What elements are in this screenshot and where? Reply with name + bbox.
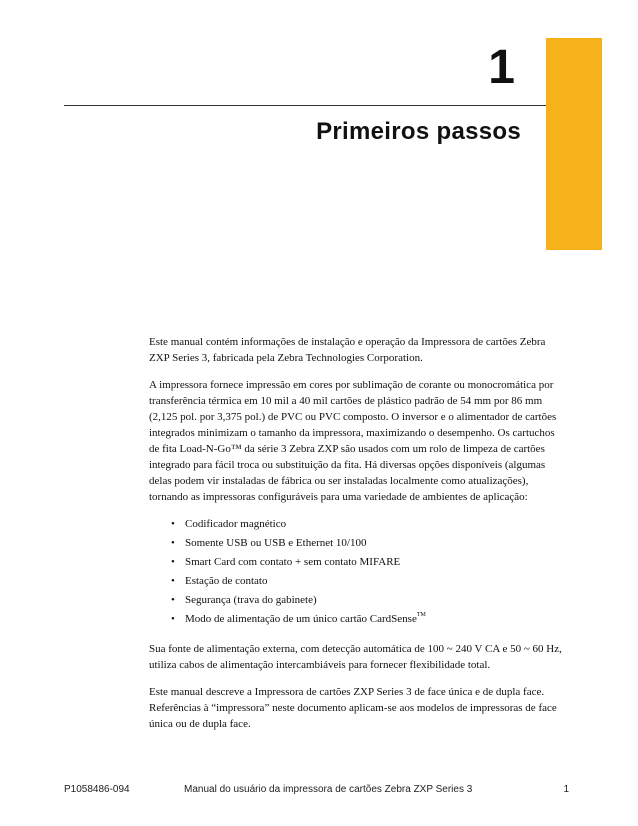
- list-item: [171, 611, 567, 627]
- list-item: [171, 554, 567, 570]
- footer-doc-number: P1058486-094: [64, 784, 130, 795]
- footer-page-number: 1: [563, 784, 569, 795]
- list-item: [171, 592, 567, 608]
- list-item-text: Modo de alimentação de um único cartão CardSense: [185, 613, 417, 625]
- bullet-icon: •: [171, 613, 175, 625]
- list-item: [171, 516, 567, 532]
- list-item: [171, 573, 567, 589]
- chapter-tab: [546, 38, 602, 250]
- bullet-icon: •: [171, 556, 175, 568]
- trademark-mark: TM: [416, 612, 426, 618]
- intro-paragraph-1: Este manual contém informações de instalação e operação da Impressora de cartões Zebra ZXP Series 3, fabricada pela Zebra Technologies Corporation.: [149, 336, 546, 364]
- intro-paragraph-2: A impressora fornece impressão em cores por sublimação de corante ou monocromática por transferência térmica em 10 mil a 40 mil cartões de plástico padrão de 54 mm por 86 mm (2,125 pol. por 3,375 pol.) de PVC ou PVC composto. O inversor e o alimentador de cartões integrados minimizam o tamanho da impressora, maximizando o desempenho. Os cartuchos de fita Load-N-Go™ da série 3 Zebra ZXP são usados com um rolo de limpeza de cartões integrado para fácil troca ou substituição da fita. Há diversas opções disponíveis (algumas delas podem vir instaladas de fábrica ou ser instaladas localmente como atualizações), tornando as impressoras configuráveis para uma variedade de ambientes de aplicação:: [149, 379, 557, 503]
- bullet-icon: •: [171, 594, 175, 606]
- options-list: [149, 516, 567, 627]
- list-item-text: Smart Card com contato + sem contato MIFARE: [185, 556, 401, 568]
- bullet-icon: •: [171, 518, 175, 530]
- bullet-icon: •: [171, 537, 175, 549]
- chapter-title: Primeiros passos: [316, 118, 521, 145]
- footer-title: Manual do usuário da impressora de cartões Zebra ZXP Series 3: [184, 784, 473, 795]
- list-item-text: Somente USB ou USB e Ethernet 10/100: [185, 537, 367, 549]
- bullet-icon: •: [171, 575, 175, 587]
- header-rule: [64, 105, 546, 106]
- power-paragraph: Sua fonte de alimentação externa, com detecção automática de 100 ~ 240 V CA e 50 ~ 60 Hz, utiliza cabos de alimentação intercambiáveis para fornecer flexibilidade total.: [149, 643, 562, 671]
- list-item: [171, 535, 567, 551]
- list-item-text: Estação de contato: [185, 575, 268, 587]
- list-item-text: Segurança (trava do gabinete): [185, 594, 317, 606]
- list-item-text: Codificador magnético: [185, 518, 287, 530]
- scope-paragraph: Este manual descreve a Impressora de cartões ZXP Series 3 de face única e de dupla face. Referências à “impressora” neste documento aplicam-se aos modelos de impressoras de face única ou de dupla face.: [149, 686, 557, 730]
- page-footer: [64, 784, 569, 798]
- body-content: [149, 334, 567, 743]
- chapter-number: 1: [488, 41, 515, 94]
